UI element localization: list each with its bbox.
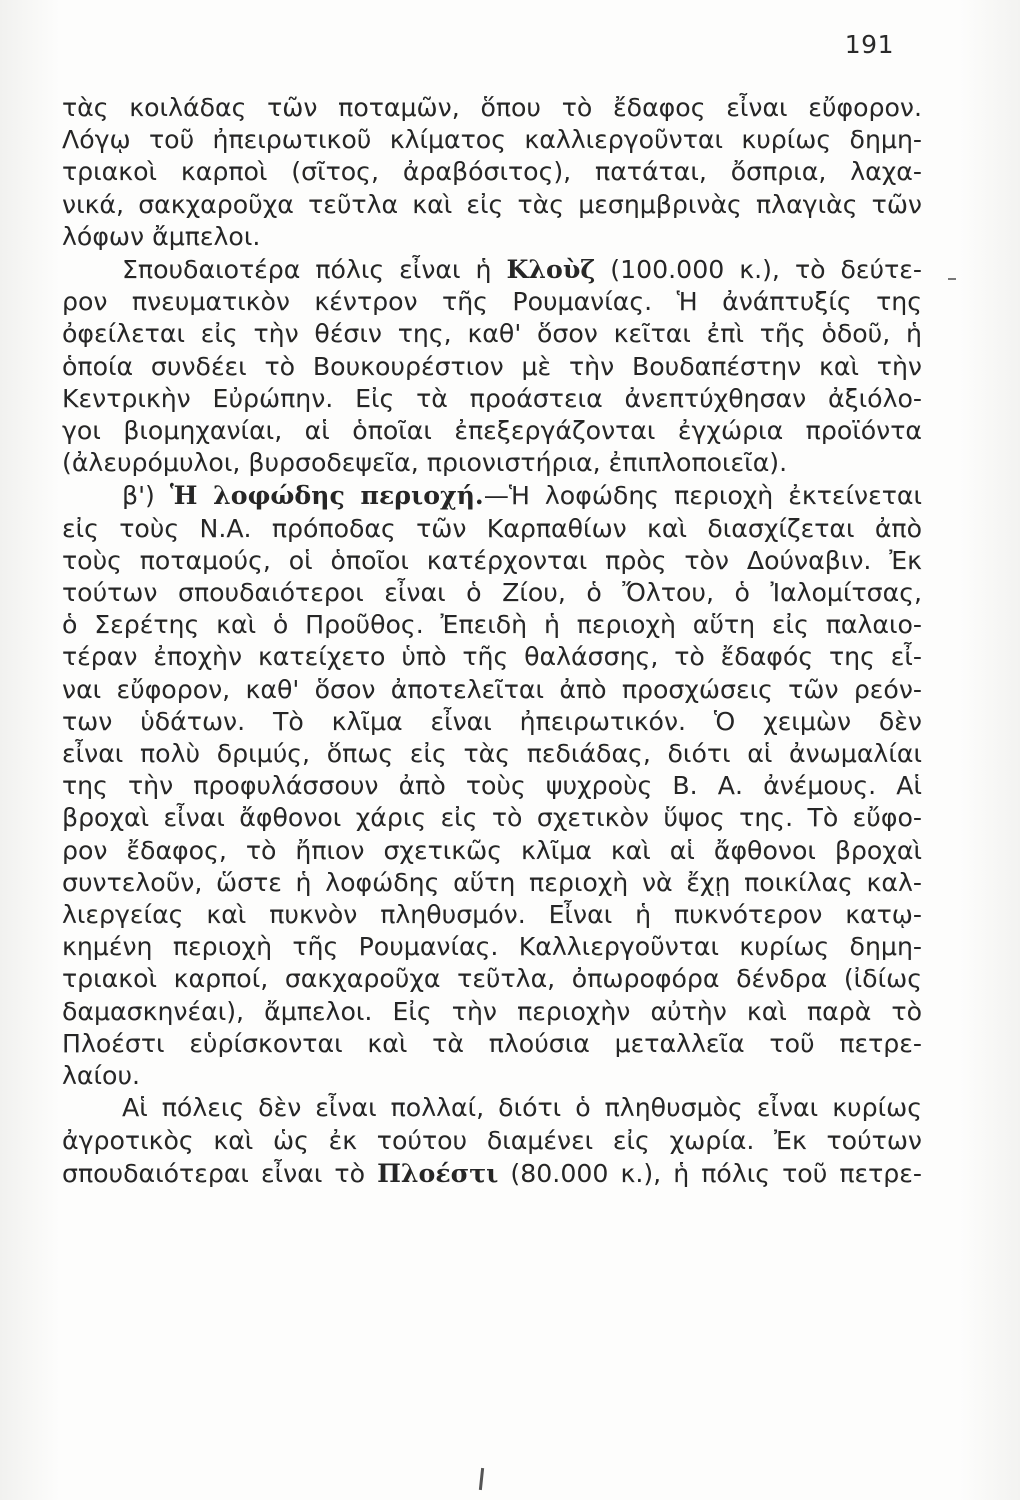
text-line: Λόγῳ τοῦ ἠπειρωτικοῦ κλίματος καλλιεργοῦνται κυρίως δημη- [62, 125, 922, 155]
bold-text: Πλοέστι [377, 1157, 499, 1188]
text-line: συντελοῦν, ὥστε ἡ λοφώδης αὕτη περιοχὴ νὰ ἔχῃ ποικίλας καλ- [62, 867, 922, 897]
text-line: Αἱ πόλεις δὲν εἶναι πολλαί, διότι ὁ πληθυσμὸς εἶναι κυρίως [122, 1093, 922, 1123]
stray-mark [479, 1468, 484, 1490]
text-line: τριακοὶ καρποὶ (σῖτος, ἀραβόσιτος), πατάται, ὄσπρια, λαχα- [62, 157, 922, 187]
text-line: Πλοέστι εὑρίσκονται καὶ τὰ πλούσια μεταλλεῖα τοῦ πετρε- [62, 1028, 922, 1058]
text-run: Σπουδαιοτέρα πόλις εἶναι ἡ [122, 255, 507, 285]
text-line: λιεργείας καὶ πυκνὸν πληθυσμόν. Εἶναι ἡ πυκνότερον κατῳ- [62, 900, 922, 930]
text-run: (100.000 κ.), τὸ δεύτε- [595, 255, 922, 285]
text-line: των ὑδάτων. Τὸ κλῖμα εἶναι ἠπειρωτικόν. Ὁ χειμὼν δὲν [62, 706, 922, 736]
text-line: Κεντρικὴν Εὐρώπην. Εἰς τὰ προάστεια ἀνεπτύχθησαν ἀξιόλο- [62, 383, 922, 413]
text-line [62, 1157, 922, 1190]
text-line: δαμασκηνέαι), ἄμπελοι. Εἰς τὴν περιοχὴν αὐτὴν καὶ παρὰ τὸ [62, 996, 922, 1026]
text-run: σπουδαιότεραι εἶναι τὸ [62, 1158, 378, 1188]
text-line: τριακοὶ καρποί, σακχαροῦχα τεῦτλα, ὀπωροφόρα δένδρα (ἰδίως [62, 964, 922, 994]
text-line: λόφων ἄμπελοι. [62, 221, 261, 251]
text-line: εἰς τοὺς Ν.Α. πρόποδας τῶν Καρπαθίων καὶ διασχίζεται ἀπὸ [62, 513, 922, 543]
text-line: νικά, σακχαροῦχα τεῦτλα καὶ εἰς τὰς μεσημβρινὰς πλαγιὰς τῶν [62, 189, 922, 219]
text-line: της τὴν προφυλάσσουν ἀπὸ τοὺς ψυχροὺς Β. Α. ἀνέμους. Αἱ [62, 771, 922, 801]
stray-mark [948, 278, 956, 280]
text-line: ρον πνευματικὸν κέντρον τῆς Ρουμανίας. Ἡ ἀνάπτυξίς της [62, 287, 922, 317]
text-run: —Ἡ λοφώδης περιοχὴ ἐκτείνεται [483, 481, 922, 511]
text-line: γοι βιομηχανίαι, αἱ ὁποῖαι ἐπεξεργάζονται ἐγχώρια προϊόντα [62, 416, 922, 446]
text-line: τοὺς ποταμούς, οἱ ὁποῖοι κατέρχονται πρὸς τὸν Δούναβιν. Ἐκ [62, 545, 922, 575]
bold-text: Ἡ λοφώδης περιοχή. [169, 480, 484, 511]
text-line: (ἀλευρόμυλοι, βυρσοδεψεῖα, πριονιστήρια, ἐπιπλοποιεῖα). [62, 448, 788, 478]
text-line: ἀγροτικὸς καὶ ὡς ἐκ τούτου διαμένει εἰς χωρία. Ἐκ τούτων [62, 1125, 922, 1155]
text-line: λαίου. [62, 1061, 141, 1091]
text-line: ναι εὔφορον, καθ' ὅσον ἀποτελεῖται ἀπὸ προσχώσεις τῶν ρεόν- [62, 674, 922, 704]
text-run: β') [122, 481, 170, 511]
text-line: τὰς κοιλάδας τῶν ποταμῶν, ὅπου τὸ ἔδαφος εἶναι εὔφορον. [62, 93, 922, 122]
text-line: ὁποία συνδέει τὸ Βουκουρέστιον μὲ τὴν Βουδαπέστην καὶ τὴν [62, 351, 922, 381]
body-text [62, 92, 922, 1190]
text-line: ὀφείλεται εἰς τὴν θέσιν της, καθ' ὅσον κεῖται ἐπὶ τῆς ὁδοῦ, ἡ [62, 319, 922, 349]
text-line [62, 479, 922, 512]
bold-text: Κλοὺζ [506, 254, 596, 285]
text-line: βροχαὶ εἶναι ἄφθονοι χάρις εἰς τὸ σχετικὸν ὕψος της. Τὸ εὔφο- [62, 803, 922, 833]
text-run: (80.000 κ.), ἡ πόλις τοῦ πετρε- [498, 1158, 922, 1188]
text-line: τέραν ἐποχὴν κατείχετο ὑπὸ τῆς θαλάσσης, τὸ ἔδαφός της εἶ- [62, 642, 922, 672]
text-line: ὁ Σερέτης καὶ ὁ Προῦθος. Ἐπειδὴ ἡ περιοχὴ αὕτη εἰς παλαιο- [62, 610, 922, 640]
text-line: κημένη περιοχὴ τῆς Ρουμανίας. Καλλιεργοῦνται κυρίως δημη- [62, 932, 922, 962]
text-line: τούτων σπουδαιότεροι εἶναι ὁ Ζίου, ὁ Ὄλτου, ὁ Ἰαλομίτσας, [62, 578, 922, 608]
text-line: εἶναι πολὺ δριμύς, ὅπως εἰς τὰς πεδιάδας, διότι αἱ ἀνωμαλίαι [62, 739, 922, 769]
text-line: ρον ἔδαφος, τὸ ἤπιον σχετικῶς κλῖμα καὶ αἱ ἄφθονοι βροχαὶ [62, 835, 922, 865]
text-line [62, 253, 922, 286]
page-number: 191 [844, 30, 894, 59]
